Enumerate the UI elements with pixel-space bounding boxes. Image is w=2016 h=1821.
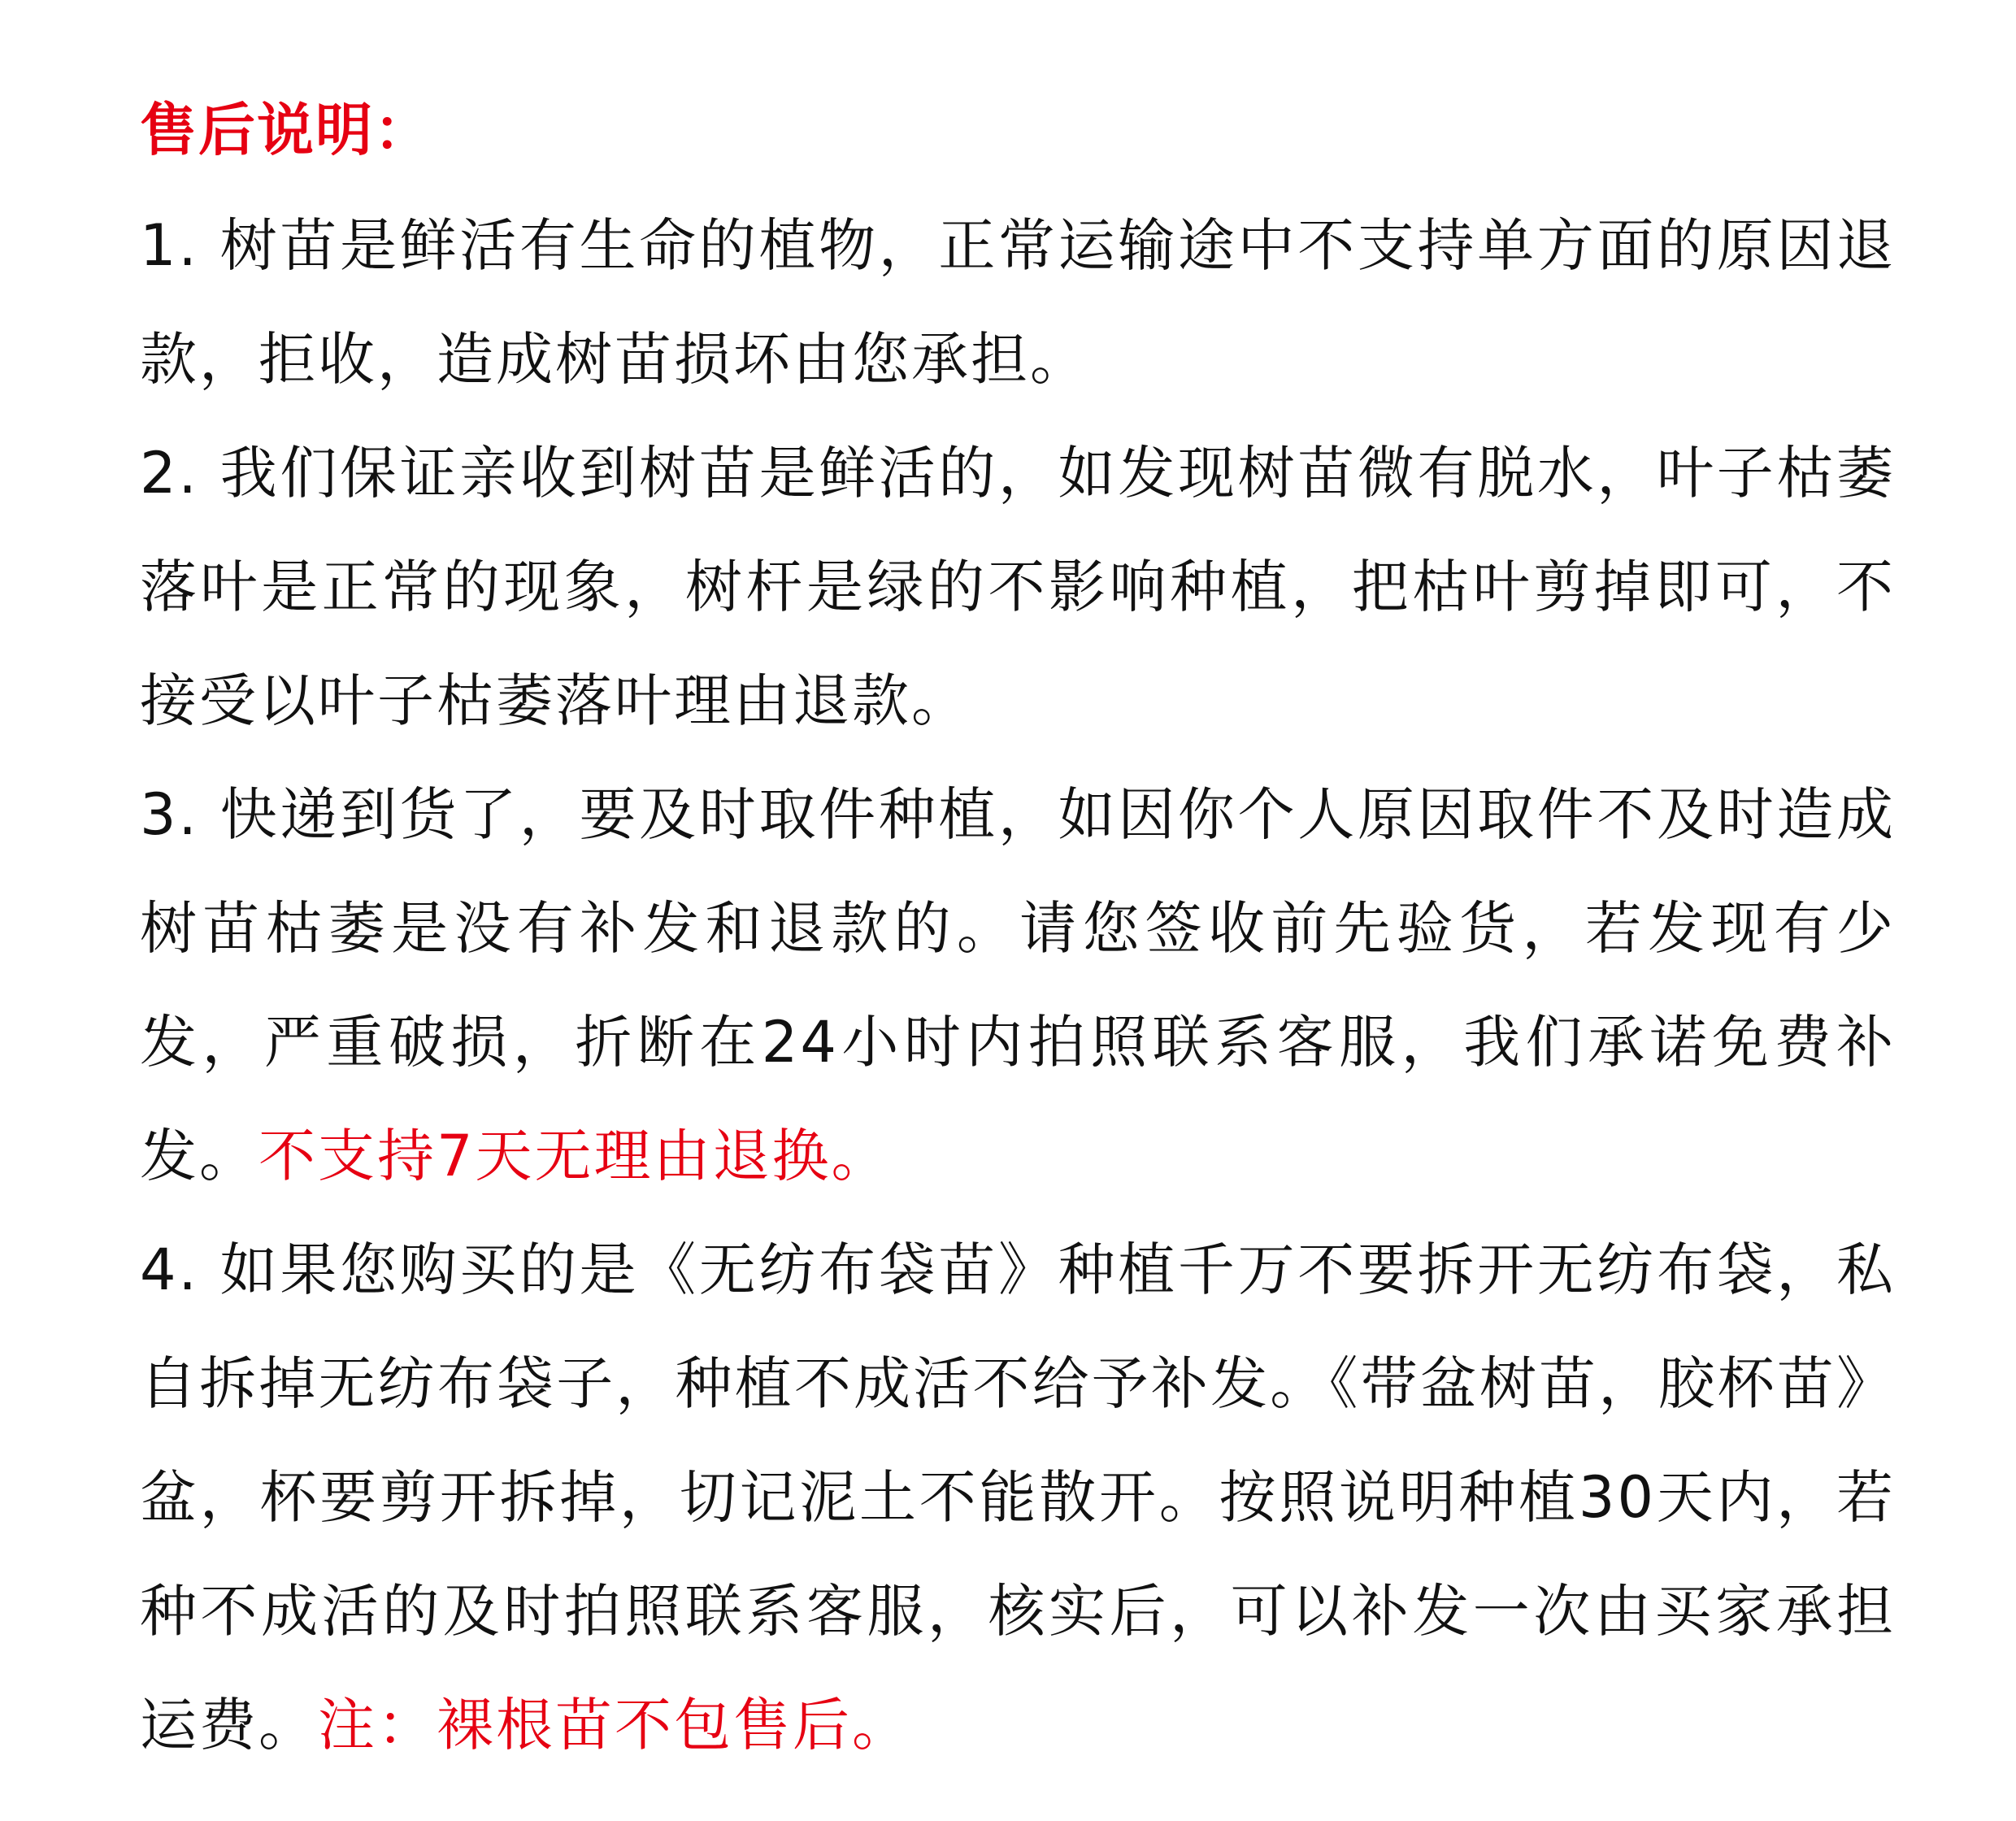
rule-1 [140,189,1896,416]
notice-title: 售后说明： [140,97,432,163]
rule-3 [140,758,1896,1213]
rule-4 [140,1213,1896,1782]
rule-2 [140,416,1896,758]
rule-2-text: 2. 我们保证亲收到树苗是鲜活的，如发现树苗微有脱水，叶子枯萎落叶是正常的现象，树杆是绿的不影响种植，把枯叶剪掉即可，不接受以叶子枯萎落叶理由退款。 [140,440,1896,734]
rule-3-highlight: 不支持7天无理由退换。 [259,1123,891,1189]
rule-1-text: 1. 树苗是鲜活有生命的植物，正常运输途中不支持单方面的原因退款，拒收，造成树苗损坏由您承担。 [140,212,1896,393]
rule-3-text: 3. 快递到货了，要及时取件种植，如因你个人原因取件不及时造成树苗枯萎是没有补发和退款的。请您签收前先验货，若发现有少发，严重破损，折断在24小时内拍照联系客服，我们承诺免费补发。 [140,781,1896,1189]
rule-4-text: 4. 如果您购买的是《无纺布袋苗》种植千万不要拆开无纺布袋，私自拆掉无纺布袋子，种植不成活不给予补发。《带盆树苗，胶杯苗》盆，杯要剪开拆掉，切记泥土不能散开。按照说明种植30天内，若种不成活的及时拍照联系客服，核实后，可以补发一次由买家承担运费。 [140,1236,1896,1758]
rule-4-highlight: 注：裸根苗不包售后。 [318,1692,911,1758]
after-sales-notice [140,96,1896,1782]
